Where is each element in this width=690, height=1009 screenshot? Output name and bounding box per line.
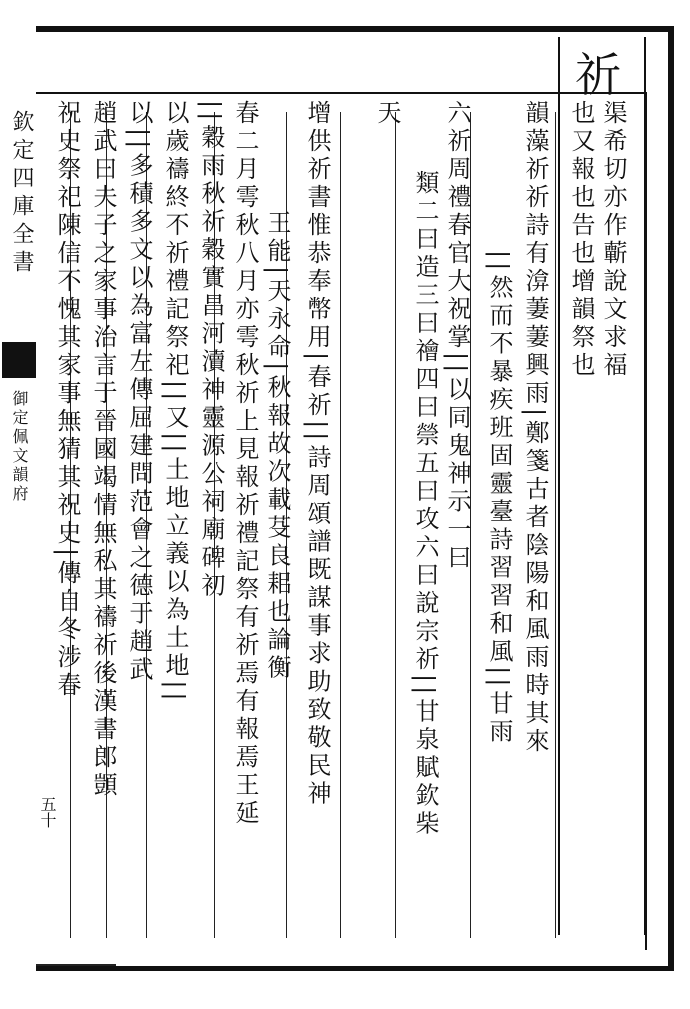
book-subtitle: 御定佩文韻府 (10, 390, 29, 504)
text-column: 祝史祭祀陳信不愧其家事無猜其祝史|傳自冬涉春 (53, 100, 81, 701)
book-title: 欽定四庫全書 (9, 110, 34, 278)
entry-heading: 祈 (575, 48, 621, 102)
text-column: 增供祈書惟恭奉幣用|春祈||詩周頌譜既謀事求助致敬民神 (303, 100, 331, 809)
column-rule (395, 112, 396, 938)
text-column: 天 (373, 100, 401, 128)
page-number: 五十 (38, 796, 57, 828)
text-column: 類二曰造三曰禬四曰禜五曰攻六曰說宗祈||甘泉賦欽柴 (411, 170, 439, 839)
fish-tail-mark (2, 342, 36, 378)
column-rule (340, 112, 341, 938)
margin-strip (0, 0, 36, 1009)
text-column: 趙武曰夫子之家事治言于晉國竭情無私其禱祈後漢書郎顗 (89, 100, 117, 800)
text-column: 渠希切亦作蘄說文求福 (599, 100, 627, 380)
text-column: 以歲禱終不祈禮記祭祀||又||土地立義以為土地|| (161, 100, 189, 705)
text-column: 也又報也告也增韻祭也 (567, 100, 595, 380)
text-column: ||穀雨秋祈穀實昌河瀆神靈源公祠廟碑初 (197, 100, 225, 601)
text-column: 王能|天永命|秋報故次載芟良耜也論衡 (263, 210, 291, 683)
column-rule (555, 112, 556, 938)
text-column: 韻藻祈祈詩有渰萋萋興雨|鄭箋古者陰陽和風雨時其來 (521, 100, 549, 757)
text-column: 春二月雩秋八月亦雩秋祈上見報祈禮記祭有祈焉有報焉王延 (231, 100, 259, 828)
text-column: ||然而不暴疾班固靈臺詩習習和風||甘雨 (485, 250, 513, 747)
text-column: 以||多積多文以為富左傳屈建問范會之德于趙武 (125, 100, 153, 685)
bottom-rule (36, 964, 116, 966)
text-column: 六祈周禮春官大祝掌||以同鬼神示一曰 (443, 100, 471, 573)
